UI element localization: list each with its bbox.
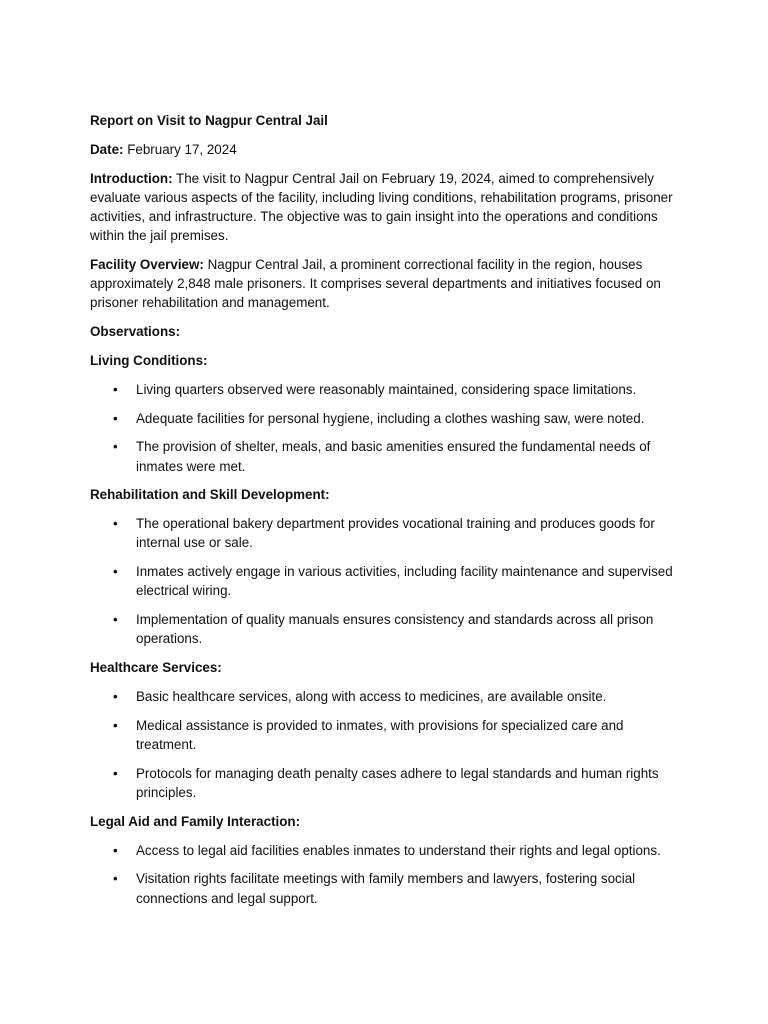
bullet-icon: • xyxy=(113,564,118,580)
bullet-icon: • xyxy=(113,688,118,704)
bullet-icon: • xyxy=(113,717,118,733)
bullet-icon: • xyxy=(113,612,118,628)
date-line xyxy=(90,140,680,159)
section-heading-living-conditions: Living Conditions: xyxy=(90,353,208,368)
list-item-text: Access to legal aid facilities enables inmates to understand their rights and legal options. xyxy=(136,842,661,858)
report-title: Report on Visit to Nagpur Central Jail xyxy=(90,113,328,128)
introduction-paragraph xyxy=(90,169,680,246)
section-heading-rehabilitation: Rehabilitation and Skill Development: xyxy=(90,487,330,503)
bullet-icon: • xyxy=(113,516,118,532)
bullet-icon: • xyxy=(113,842,118,858)
list-item xyxy=(90,869,680,907)
bullet-icon: • xyxy=(113,410,118,426)
section-heading-legal-aid: Legal Aid and Family Interaction: xyxy=(90,813,301,829)
bullet-icon: • xyxy=(113,439,118,455)
list-item xyxy=(90,562,680,600)
date-label: Date: xyxy=(90,141,124,157)
bullet-icon: • xyxy=(113,381,118,397)
list-item-text: Medical assistance is provided to inmates, with provisions for specialized care and treatment. xyxy=(136,717,624,752)
list-item xyxy=(90,687,680,706)
healthcare-list xyxy=(90,687,680,802)
rehabilitation-list xyxy=(90,514,680,648)
list-item xyxy=(90,716,680,754)
list-item xyxy=(90,437,680,475)
list-item xyxy=(90,764,680,802)
legal-aid-list xyxy=(90,841,680,908)
section-heading-healthcare: Healthcare Services: xyxy=(90,660,222,676)
introduction-text: The visit to Nagpur Central Jail on February 19, 2024, aimed to comprehensively evaluate various aspects of the facility, including living conditions, rehabilitation programs, prisoner activities, and infrastructure. The objective was to gain insight into the operations and conditions within the jail premises. xyxy=(90,170,673,244)
list-item xyxy=(90,380,680,399)
list-item-text: Inmates actively engage in various activities, including facility maintenance and supervised electrical wiring. xyxy=(136,564,673,599)
list-item-text: Protocols for managing death penalty cases adhere to legal standards and human rights principles. xyxy=(136,765,659,800)
facility-overview-text: Nagpur Central Jail, a prominent correctional facility in the region, houses approximately 2,848 male prisoners. It comprises several departments and initiatives focused on prisoner rehabilitation and management. xyxy=(90,257,661,311)
list-item-text: Adequate facilities for personal hygiene, including a clothes washing saw, were noted. xyxy=(136,410,645,426)
list-item-text: Basic healthcare services, along with access to medicines, are available onsite. xyxy=(136,688,607,704)
list-item-text: Living quarters observed were reasonably maintained, considering space limitations. xyxy=(136,381,637,397)
list-item-text: Implementation of quality manuals ensures consistency and standards across all prison operations. xyxy=(136,612,654,647)
list-item xyxy=(90,841,680,860)
document-page xyxy=(90,111,680,917)
introduction-label: Introduction: xyxy=(90,170,173,186)
list-item xyxy=(90,610,680,648)
list-item-text: The operational bakery department provides vocational training and produces goods for internal use or sale. xyxy=(136,516,655,551)
list-item-text: The provision of shelter, meals, and basic amenities ensured the fundamental needs of inmates were met. xyxy=(136,439,651,474)
bullet-icon: • xyxy=(113,871,118,887)
list-item xyxy=(90,514,680,552)
living-conditions-list xyxy=(90,380,680,476)
observations-heading: Observations: xyxy=(90,324,181,340)
date-value: February 17, 2024 xyxy=(127,141,237,157)
list-item-text: Visitation rights facilitate meetings with family members and lawyers, fostering social connections and legal support. xyxy=(136,871,636,906)
bullet-icon: • xyxy=(113,765,118,781)
list-item xyxy=(90,409,680,428)
facility-overview-paragraph xyxy=(90,255,680,313)
facility-overview-label: Facility Overview: xyxy=(90,257,204,272)
